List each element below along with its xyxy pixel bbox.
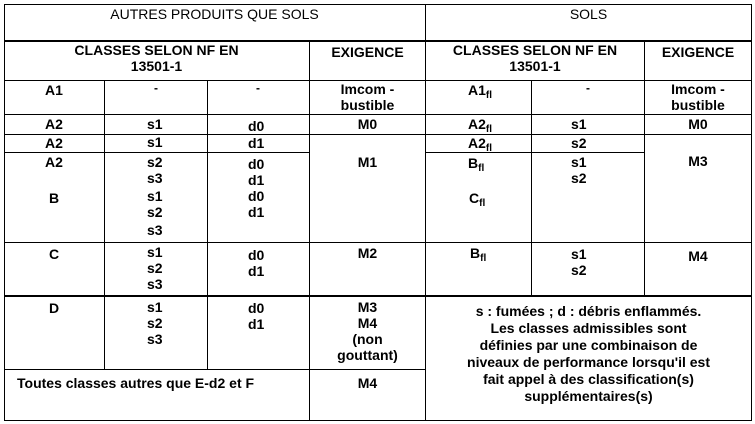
table-cell-line: d1 bbox=[248, 263, 265, 279]
table-cell-line: s1 bbox=[147, 188, 163, 204]
grid-line bbox=[751, 4, 752, 421]
table-cell bbox=[248, 247, 264, 279]
euroclass: A1 bbox=[468, 82, 486, 98]
table-cell bbox=[468, 155, 485, 174]
grid-line bbox=[4, 114, 752, 115]
grid-line bbox=[4, 4, 752, 5]
table-cell-line: d1 bbox=[248, 204, 265, 220]
grid-line bbox=[531, 80, 532, 295]
left-class-header-line2: 13501-1 bbox=[130, 58, 183, 74]
grid-line bbox=[4, 295, 752, 297]
right-class-header bbox=[426, 42, 644, 74]
table-cell-line: s2 bbox=[571, 170, 587, 186]
table-cell-line: s1 bbox=[571, 154, 587, 170]
left-class-header-line1: CLASSES SELON NF EN bbox=[74, 42, 239, 58]
table-cell-line: Imcom - bbox=[671, 81, 725, 97]
euroclass: B bbox=[470, 245, 481, 261]
table-cell: A2 bbox=[45, 116, 63, 132]
footer-requirement: M4 bbox=[357, 375, 378, 391]
table-cell: D bbox=[49, 300, 60, 316]
grid-line bbox=[426, 152, 645, 153]
left-class-header bbox=[4, 42, 309, 74]
table-cell bbox=[310, 81, 425, 113]
table-cell-line: s3 bbox=[147, 276, 163, 292]
table-cell: s1 bbox=[147, 116, 163, 132]
table-cell bbox=[147, 188, 163, 238]
grid-line bbox=[4, 152, 310, 153]
table-cell: A2 bbox=[45, 135, 63, 151]
subscript: fl bbox=[485, 124, 493, 135]
table-cell-line: s1 bbox=[147, 244, 163, 260]
table-cell: M0 bbox=[357, 116, 378, 132]
table-cell-line: d1 bbox=[248, 172, 265, 188]
table-cell-line: M4 bbox=[357, 315, 378, 331]
footnote-line: supplémentaires(s) bbox=[524, 388, 653, 404]
table-cell: M4 bbox=[688, 248, 708, 264]
table-cell: B bbox=[49, 190, 60, 206]
left-section-header: AUTRES PRODUITS QUE SOLS bbox=[110, 6, 319, 22]
table-cell bbox=[147, 154, 163, 186]
table-cell: d1 bbox=[248, 135, 265, 151]
table-cell-line: s2 bbox=[147, 204, 163, 220]
table-cell bbox=[468, 116, 493, 135]
table-cell-line: s2 bbox=[571, 262, 587, 278]
grid-line bbox=[4, 242, 752, 243]
table-cell: - bbox=[256, 81, 260, 95]
table-cell: s1 bbox=[571, 116, 587, 132]
table-cell bbox=[248, 188, 264, 220]
table-cell: s1 bbox=[147, 134, 163, 150]
table-cell: s2 bbox=[571, 135, 587, 151]
footnote bbox=[426, 303, 751, 405]
table-cell bbox=[468, 82, 493, 101]
table-cell-line: s2 bbox=[147, 315, 163, 331]
table-cell-line: d0 bbox=[248, 300, 265, 316]
table-cell: M1 bbox=[357, 154, 378, 170]
table-cell bbox=[147, 244, 163, 292]
table-cell-line: Imcom - bbox=[340, 81, 395, 97]
euroclass: B bbox=[468, 155, 479, 171]
table-cell: M0 bbox=[688, 116, 708, 132]
table-cell: M2 bbox=[357, 245, 378, 261]
subscript: fl bbox=[480, 253, 487, 264]
table-cell-line: gouttant) bbox=[337, 347, 398, 363]
grid-line bbox=[104, 80, 105, 369]
table-cell: A1 bbox=[45, 82, 63, 98]
table-cell-line: s3 bbox=[147, 170, 163, 186]
table-cell bbox=[468, 135, 493, 154]
left-requirement-header: EXIGENCE bbox=[331, 44, 404, 60]
subscript: fl bbox=[485, 90, 493, 101]
subscript: fl bbox=[478, 163, 485, 174]
table-cell: d0 bbox=[248, 118, 265, 134]
table-cell-line: d1 bbox=[248, 316, 265, 332]
table-cell bbox=[310, 299, 425, 363]
euroclass: C bbox=[469, 190, 480, 206]
footnote-line: définies par une combinaison de bbox=[479, 337, 698, 353]
grid-line bbox=[207, 80, 208, 369]
table-cell bbox=[248, 300, 264, 332]
table-cell-line: d0 bbox=[248, 188, 265, 204]
table-cell bbox=[470, 245, 487, 264]
table-cell bbox=[469, 190, 486, 209]
table-cell-line: bustible bbox=[671, 97, 725, 113]
table-cell-line: d0 bbox=[248, 247, 265, 263]
grid-line bbox=[4, 134, 752, 135]
table-cell bbox=[248, 156, 264, 188]
table-cell: A2 bbox=[45, 154, 63, 170]
table-cell: C bbox=[49, 246, 60, 262]
table-cell bbox=[645, 81, 751, 113]
table-cell: M3 bbox=[688, 153, 708, 169]
footnote-line: Les classes admissibles sont bbox=[490, 320, 687, 336]
table-cell: - bbox=[154, 81, 158, 95]
table-cell-line: s3 bbox=[147, 331, 163, 347]
euroclass: A2 bbox=[468, 116, 486, 132]
right-section-header: SOLS bbox=[569, 6, 608, 22]
table-cell: - bbox=[586, 81, 590, 95]
table-cell-line: s2 bbox=[147, 154, 163, 170]
table-cell bbox=[147, 299, 163, 347]
table-cell bbox=[571, 246, 587, 278]
right-class-header-line1: CLASSES SELON NF EN bbox=[452, 42, 618, 58]
table-cell-line: d0 bbox=[248, 156, 265, 172]
table-cell-line: bustible bbox=[340, 97, 395, 113]
subscript: fl bbox=[485, 143, 493, 154]
table-cell-line: s1 bbox=[571, 246, 587, 262]
footnote-line: niveaux de performance lorsqu'il est bbox=[467, 354, 710, 370]
table-cell-line: s2 bbox=[147, 260, 163, 276]
right-class-header-line2: 13501-1 bbox=[509, 58, 561, 74]
subscript: fl bbox=[479, 198, 486, 209]
table-cell bbox=[571, 154, 587, 186]
grid-line bbox=[4, 420, 752, 421]
footnote-line: s : fumées ; d : débris enflammés. bbox=[475, 303, 702, 319]
euroclass: A2 bbox=[468, 135, 486, 151]
table-cell-line: (non bbox=[352, 331, 383, 347]
right-requirement-header: EXIGENCE bbox=[661, 44, 735, 60]
footnote-line: fait appel à des classification(s) bbox=[483, 371, 694, 387]
table-cell-line: s1 bbox=[147, 299, 163, 315]
table-cell-line: M3 bbox=[357, 299, 378, 315]
footer-label: Toutes classes autres que E-d2 et F bbox=[17, 375, 255, 391]
grid-line bbox=[4, 369, 426, 370]
table-cell-line: s3 bbox=[147, 222, 163, 238]
